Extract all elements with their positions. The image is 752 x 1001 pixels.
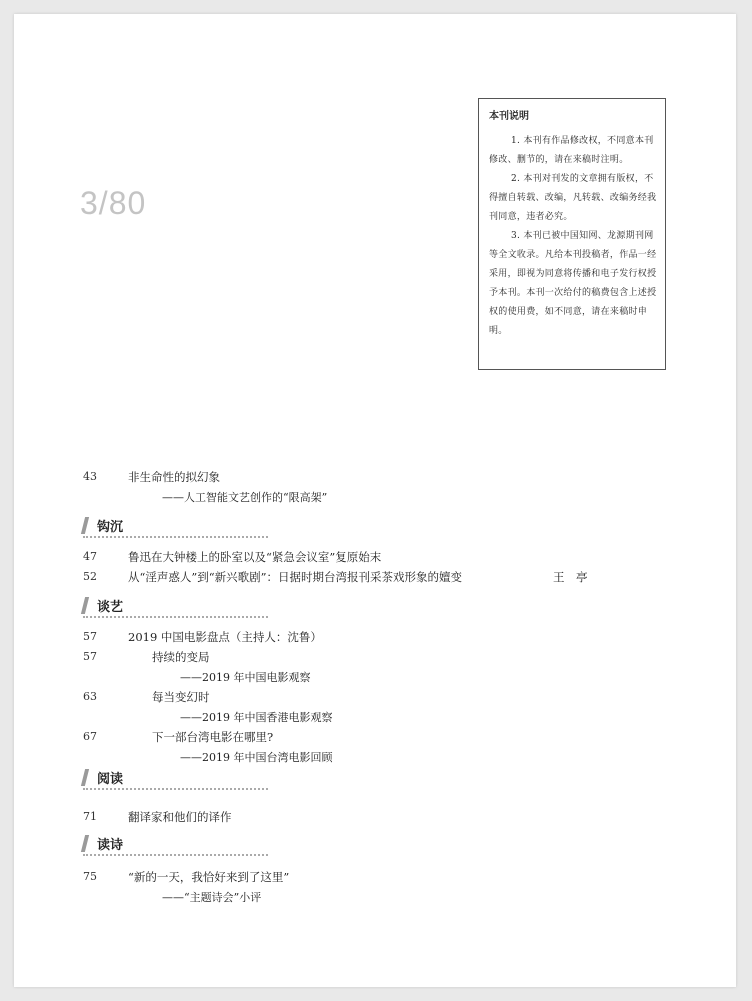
notice-paragraph-3: 3. 本刊已被中国知网、龙源期刊网等全文收录。凡给本刊投稿者，作品一经采用，即视为同意将传播和电子发行权授予本刊。本刊一次给付的稿费包含上述授权的使用费，如不同意，请在来稿时申明。 xyxy=(489,231,657,336)
section-slash-mark xyxy=(81,517,89,534)
toc-subtitle: ——2019 年中国香港电影观察 xyxy=(180,711,333,724)
section-header-dushi xyxy=(83,834,268,856)
page-counter: 3/80 xyxy=(80,185,147,221)
section-dotted-rule xyxy=(83,854,268,856)
section-header-yuedu xyxy=(83,768,268,790)
toc-page-number: 67 xyxy=(83,730,97,743)
toc-page-number: 47 xyxy=(83,550,97,563)
toc-title: 鲁迅在大钟楼上的卧室以及“紧急会议室”复原始末 xyxy=(128,550,382,564)
toc-author: 王 亭 xyxy=(553,570,588,584)
toc-page-number: 75 xyxy=(83,870,97,883)
notice-paragraph-1: 1. 本刊有作品修改权，不同意本刊修改、删节的，请在来稿时注明。 xyxy=(489,136,654,165)
section-label: 钩沉 xyxy=(97,520,124,535)
toc-subtitle: ——人工智能文艺创作的“限高架” xyxy=(162,491,328,504)
toc-subtitle: ——2019 年中国电影观察 xyxy=(180,671,311,684)
section-label: 读诗 xyxy=(97,838,124,853)
section-header-gouchen xyxy=(83,516,268,538)
toc-subtitle: ——“主题诗会”小评 xyxy=(162,891,262,904)
toc-page-number: 57 xyxy=(83,630,97,643)
toc-title: 每当变幻时 xyxy=(152,690,210,704)
section-slash-mark xyxy=(81,835,89,852)
section-label: 阅读 xyxy=(97,772,124,787)
toc-page-number: 63 xyxy=(83,690,97,703)
toc-title: 持续的变局 xyxy=(152,650,210,664)
section-slash-mark xyxy=(81,597,89,614)
section-label: 谈艺 xyxy=(97,600,124,615)
section-slash-mark xyxy=(81,769,89,786)
toc-page-number: 43 xyxy=(83,470,97,483)
toc-page-number: 71 xyxy=(83,810,97,823)
section-dotted-rule xyxy=(83,788,268,790)
notice-title: 本刊说明 xyxy=(489,111,529,122)
toc-title: 从“淫声惑人”到“新兴歌剧”：日据时期台湾报刊采茶戏形象的嬗变 xyxy=(128,570,463,584)
section-dotted-rule xyxy=(83,536,268,538)
toc-title: 非生命性的拟幻象 xyxy=(128,470,220,484)
toc-page-number: 52 xyxy=(83,570,97,583)
toc-title: “新的一天，我恰好来到了这里” xyxy=(128,870,290,884)
toc-subtitle: ——2019 年中国台湾电影回顾 xyxy=(180,751,333,764)
section-dotted-rule xyxy=(83,616,268,618)
toc-title: 下一部台湾电影在哪里? xyxy=(152,730,274,744)
notice-paragraph-2: 2. 本刊对刊发的文章拥有版权，不得擅自转载、改编，凡转载、改编务经我刊同意，违者必究。 xyxy=(489,174,657,222)
notice-box xyxy=(478,98,666,370)
toc-title: 2019 中国电影盘点（主持人：沈鲁） xyxy=(128,630,322,644)
section-header-tanyi xyxy=(83,596,268,618)
toc-page-number: 57 xyxy=(83,650,97,663)
toc-title: 翻译家和他们的译作 xyxy=(128,810,232,824)
